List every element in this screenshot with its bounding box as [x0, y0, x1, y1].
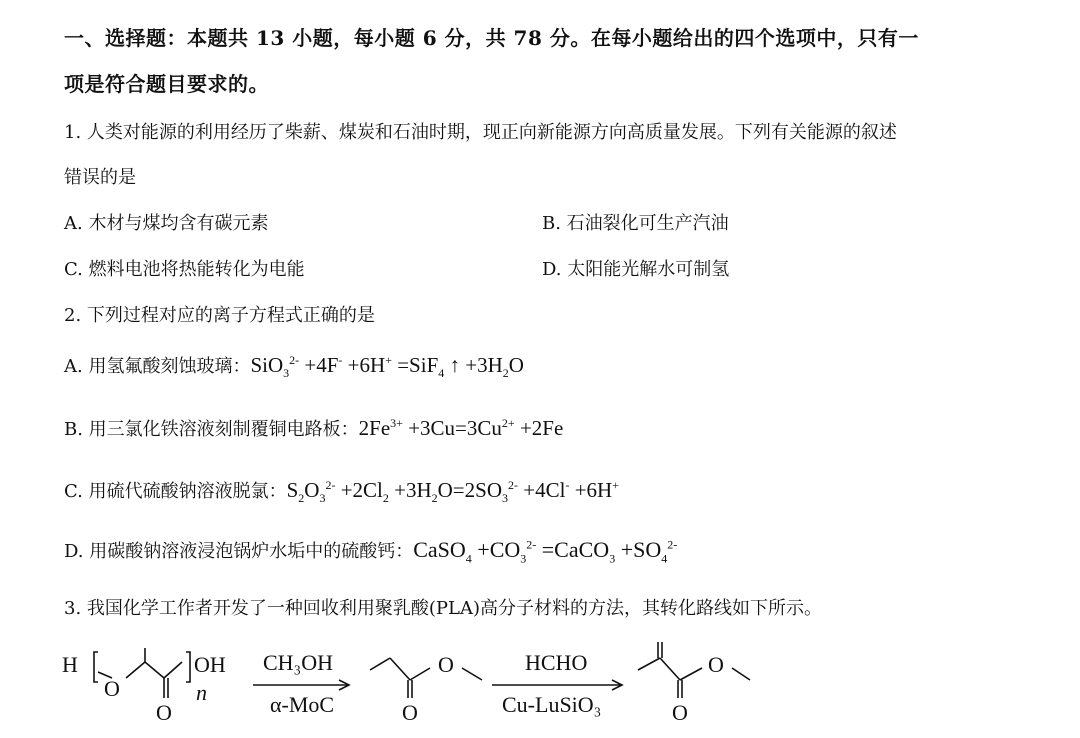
equation-c: $S_2O_3^{2-} +2Cl_2 +3H_2O=2SO_3^{2-} +4Cl^- +6H^+$ — [286, 478, 619, 506]
question-1-stem-line-1: 1. 人类对能源的利用经历了柴薪、煤炭和石油时期，现正向新能源方向高质量发展。下列有关能源的叙述 — [64, 122, 897, 143]
equation-d: CaSO$_4$ $+CO_3^{2-}$ =CaCO$_3$ $+SO_4^{2-}$ — [413, 537, 678, 566]
question-2-option-a — [64, 352, 524, 381]
section-heading-line-1: 一、选择题：本题共 13 小题，每小题 6 分，共 78 分。在每小题给出的四个选项中，只有一 — [64, 26, 919, 50]
product-1-bond — [410, 668, 430, 680]
reagent-2-bottom: Cu-LuSiO₃ — [502, 692, 602, 717]
reaction-scheme-drawing — [60, 640, 780, 738]
question-1-option-c: C. 燃料电池将热能转化为电能 — [64, 259, 305, 280]
product-1-bond — [390, 658, 410, 680]
reagent-1-top: CH₃OH — [263, 650, 334, 675]
product-1-ester-o-label: O — [438, 652, 454, 677]
product-1-carbonyl-o-label: O — [402, 700, 418, 725]
question-3-stem: 3. 我国化学工作者开发了一种回收利用聚乳酸(PLA)高分子材料的方法，其转化路线如下所示。 — [64, 598, 822, 619]
option-b-text: B. 用三氯化铁溶液刻制覆铜电路板： — [64, 419, 359, 440]
question-1-option-b: B. 石油裂化可生产汽油 — [542, 213, 729, 234]
question-1-option-a: A. 木材与煤均含有碳元素 — [64, 213, 269, 234]
product-2-bond — [638, 658, 660, 670]
polymer-oh-label: OH — [194, 652, 226, 677]
equation-a: SiO$_3^{2-}$ +4F- +6H+ =SiF$_4$ ↑ $+3H_2O$ — [250, 353, 524, 381]
polymer-bracket-right — [186, 652, 190, 682]
question-1-stem-line-2: 错误的是 — [64, 167, 136, 188]
polymer-h-label: H — [62, 652, 78, 677]
product-2-bond — [680, 668, 702, 680]
product-2-methoxy-bond — [732, 668, 750, 680]
section-heading-line-2: 项是符合题目要求的。 — [64, 72, 269, 96]
polymer-bond — [126, 662, 145, 678]
polymer-bond — [145, 662, 164, 678]
polymer-n-label: n — [196, 680, 207, 705]
product-2-ester-o-label: O — [708, 652, 724, 677]
question-2-option-d — [64, 537, 677, 566]
product-1-methoxy-bond — [462, 668, 482, 680]
polymer-bracket-left — [94, 652, 98, 682]
reaction-scheme — [60, 640, 780, 738]
reagent-2-top: HCHO — [525, 650, 588, 675]
question-2-option-b — [64, 415, 563, 441]
product-2-carbonyl-o-label: O — [672, 700, 688, 725]
equation-b: $2Fe^{3+} +3Cu=3Cu^{2+} +2Fe$ — [358, 416, 564, 440]
reagent-1-bottom: α-MoC — [270, 692, 335, 717]
question-2-stem: 2. 下列过程对应的离子方程式正确的是 — [64, 305, 375, 326]
option-d-text: D. 用碳酸钠溶液浸泡锅炉水垢中的硫酸钙： — [64, 541, 414, 562]
option-a-text: A. 用氢氟酸刻蚀玻璃： — [64, 356, 251, 377]
option-c-text: C. 用硫代硫酸钠溶液脱氯： — [64, 481, 287, 502]
question-2-option-c — [64, 477, 619, 506]
polymer-bond — [164, 662, 182, 678]
product-2-bond — [660, 658, 680, 680]
polymer-o-label: O — [104, 676, 120, 701]
polymer-carbonyl-o-label: O — [156, 700, 172, 725]
question-1-option-d: D. 太阳能光解水可制氢 — [542, 259, 730, 280]
product-1-bond — [370, 658, 390, 670]
